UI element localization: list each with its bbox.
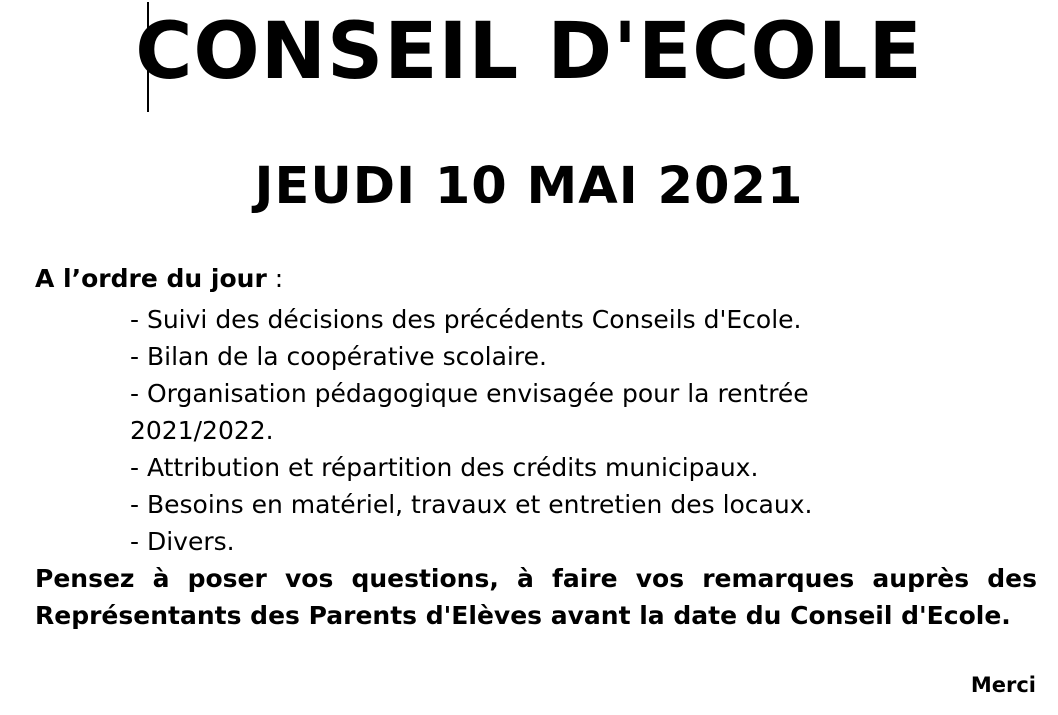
agenda-item: - Bilan de la coopérative scolaire. xyxy=(130,342,547,371)
agenda-list xyxy=(130,301,950,560)
agenda-heading xyxy=(35,261,283,297)
agenda-item-continuation: 2021/2022. xyxy=(130,416,274,445)
agenda-item: - Divers. xyxy=(130,527,235,556)
agenda-item: - Attribution et répartition des crédits municipaux. xyxy=(130,453,759,482)
agenda-item: - Organisation pédagogique envisagée pour la rentrée xyxy=(130,379,809,408)
agenda-heading-colon: : xyxy=(266,264,284,293)
agenda-item: - Besoins en matériel, travaux et entretien des locaux. xyxy=(130,490,813,519)
reminder-note: Pensez à poser vos questions, à faire vos remarques auprès des Représentants des Parents d'Elèves avant la date du Conseil d'Ecole. xyxy=(35,564,1037,630)
meeting-date: JEUDI 10 MAI 2021 xyxy=(254,157,804,216)
document-title: CONSEIL D'ECOLE xyxy=(135,7,923,97)
agenda-heading-label: A l’ordre du jour xyxy=(35,264,267,293)
closing-text: Merci xyxy=(970,673,1036,697)
agenda-item: - Suivi des décisions des précédents Conseils d'Ecole. xyxy=(130,305,802,334)
